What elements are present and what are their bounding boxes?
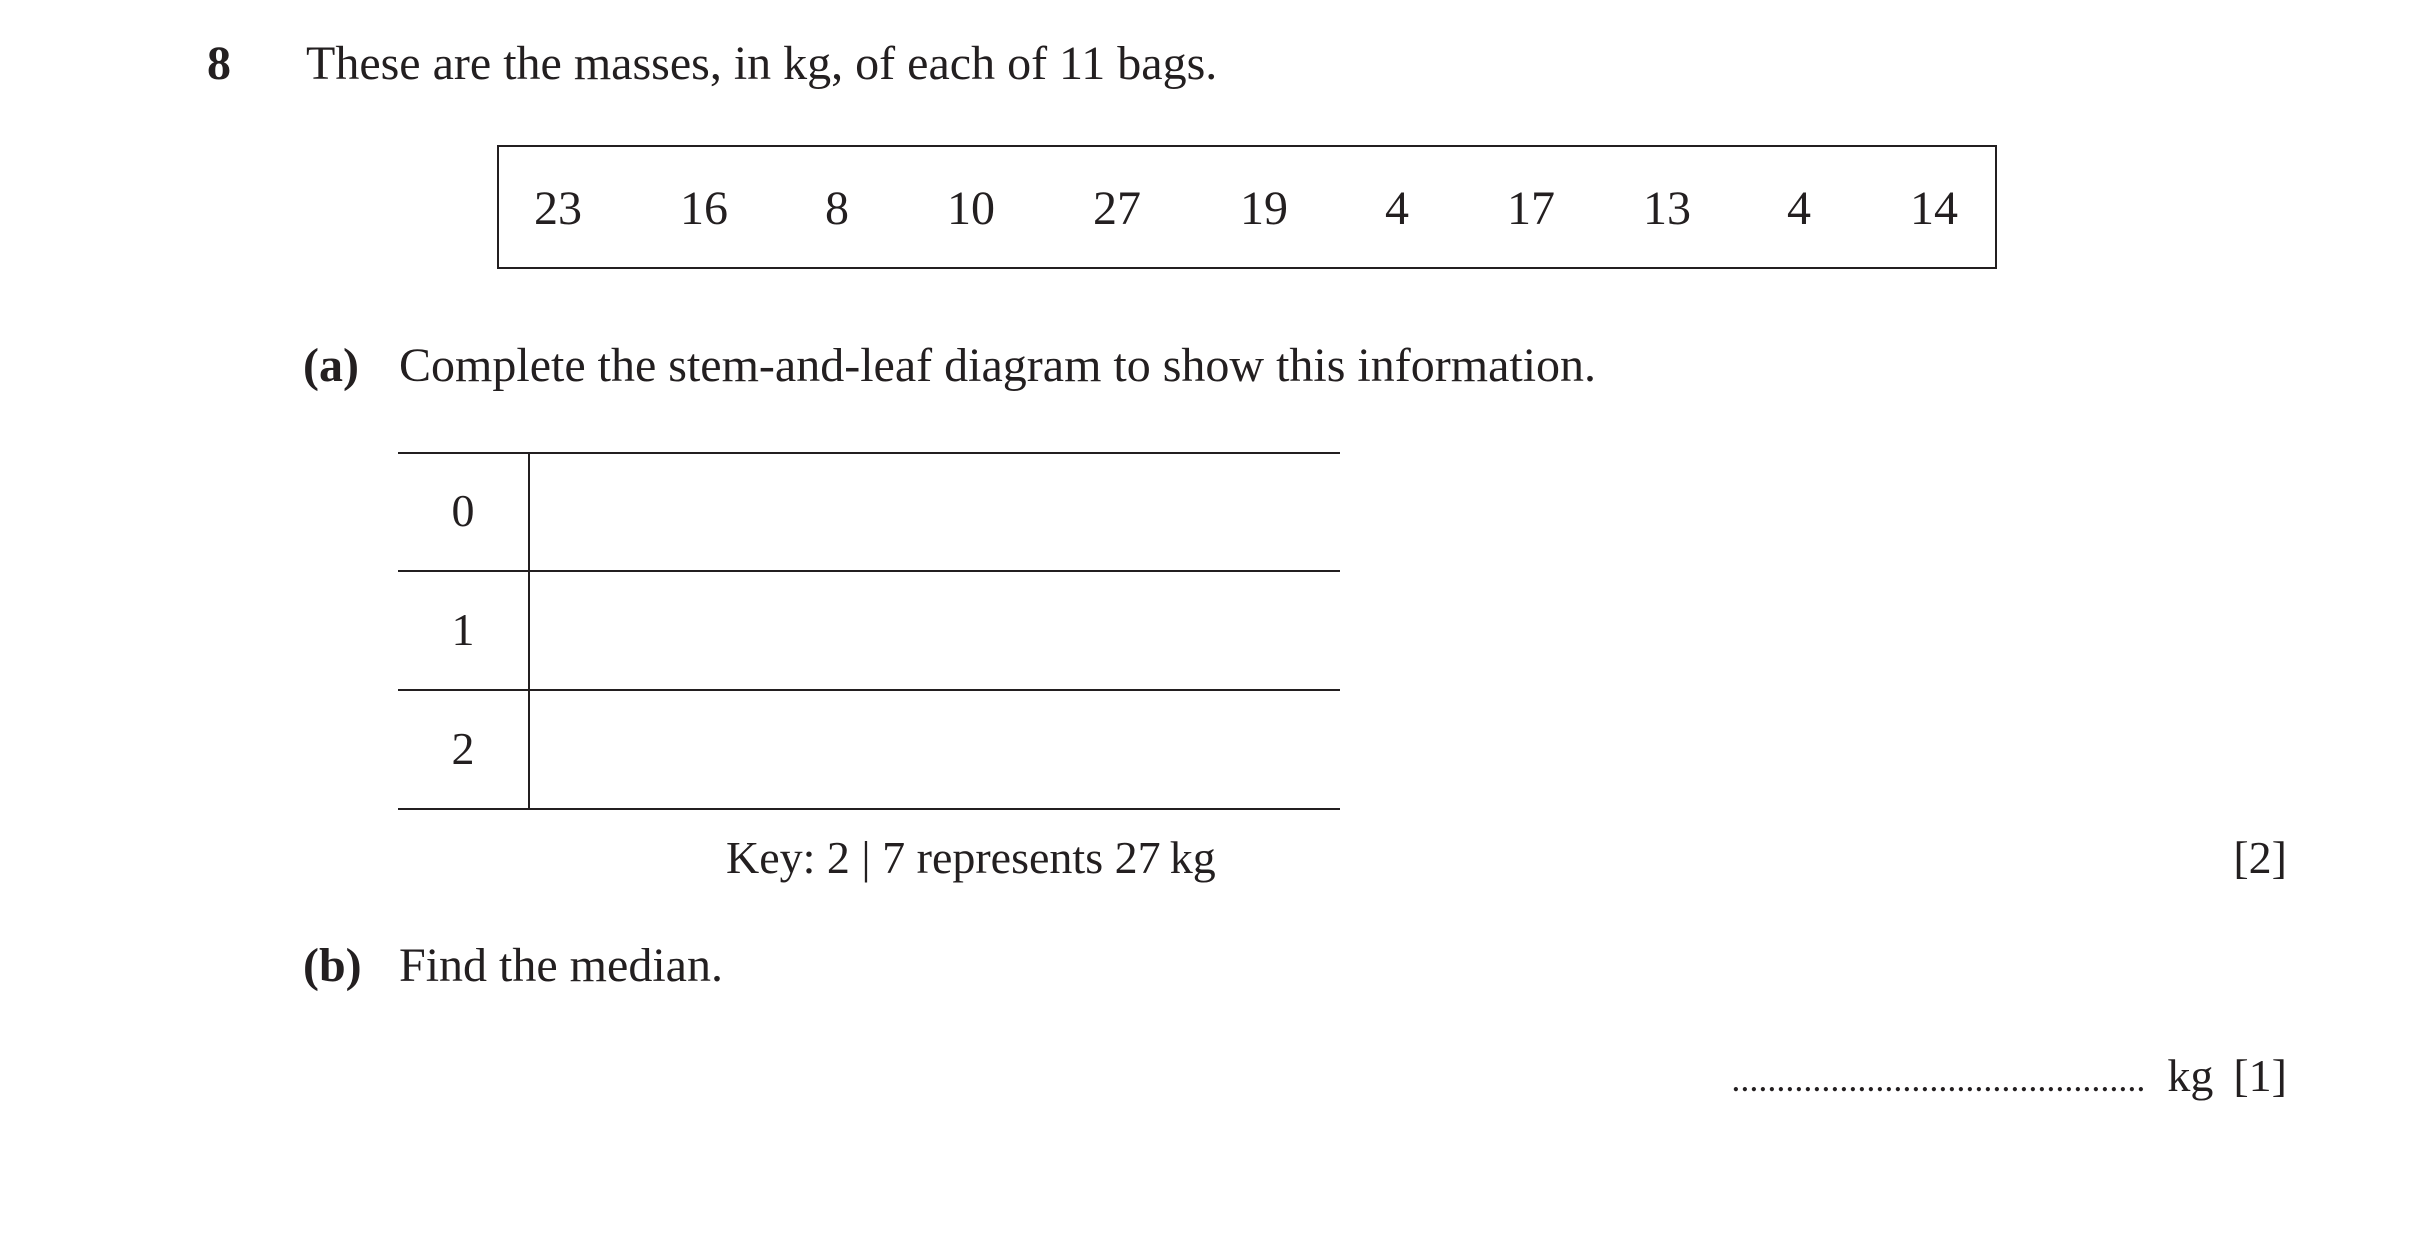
question-number: 8 (207, 37, 231, 90)
mass-value: 4 (1787, 182, 1811, 235)
stem-0: 0 (451, 485, 475, 536)
part-a-marks: [2] (2233, 832, 2287, 883)
mass-value: 14 (1910, 182, 1958, 235)
part-b-text: Find the median. (399, 939, 723, 992)
part-a-label: (a) (303, 339, 359, 392)
stem-divider (528, 453, 530, 809)
diagram-rule (398, 452, 1340, 454)
mass-value: 13 (1643, 182, 1691, 235)
leaf-row-0[interactable] (531, 455, 1340, 569)
part-b-label: (b) (303, 939, 362, 992)
part-b-marks: [1] (2233, 1050, 2287, 1101)
part-a-text: Complete the stem-and-leaf diagram to show this information. (399, 339, 1597, 392)
mass-value: 27 (1093, 182, 1141, 235)
mass-value: 8 (825, 182, 849, 235)
diagram-rule (398, 570, 1340, 572)
diagram-rule (398, 689, 1340, 691)
diagram-rule (398, 808, 1340, 810)
masses-box (497, 145, 1997, 269)
diagram-key: Key: 2 | 7 represents 27 kg (726, 832, 1216, 883)
mass-value: 16 (680, 182, 728, 235)
answer-field[interactable]: .............................................. (1731, 1059, 2146, 1099)
mass-value: 19 (1240, 182, 1288, 235)
question-intro: These are the masses, in kg, of each of 11 bags. (306, 37, 1218, 90)
stem-1: 1 (451, 604, 475, 655)
mass-value: 10 (947, 182, 995, 235)
mass-value: 23 (534, 182, 582, 235)
mass-value: 17 (1507, 182, 1555, 235)
mass-value: 4 (1385, 182, 1409, 235)
leaf-row-1[interactable] (531, 573, 1340, 687)
answer-unit: kg (2167, 1050, 2214, 1101)
stem-2: 2 (451, 723, 475, 774)
part-b-answer-line (1731, 1048, 2287, 1107)
leaf-row-2[interactable] (531, 692, 1340, 806)
